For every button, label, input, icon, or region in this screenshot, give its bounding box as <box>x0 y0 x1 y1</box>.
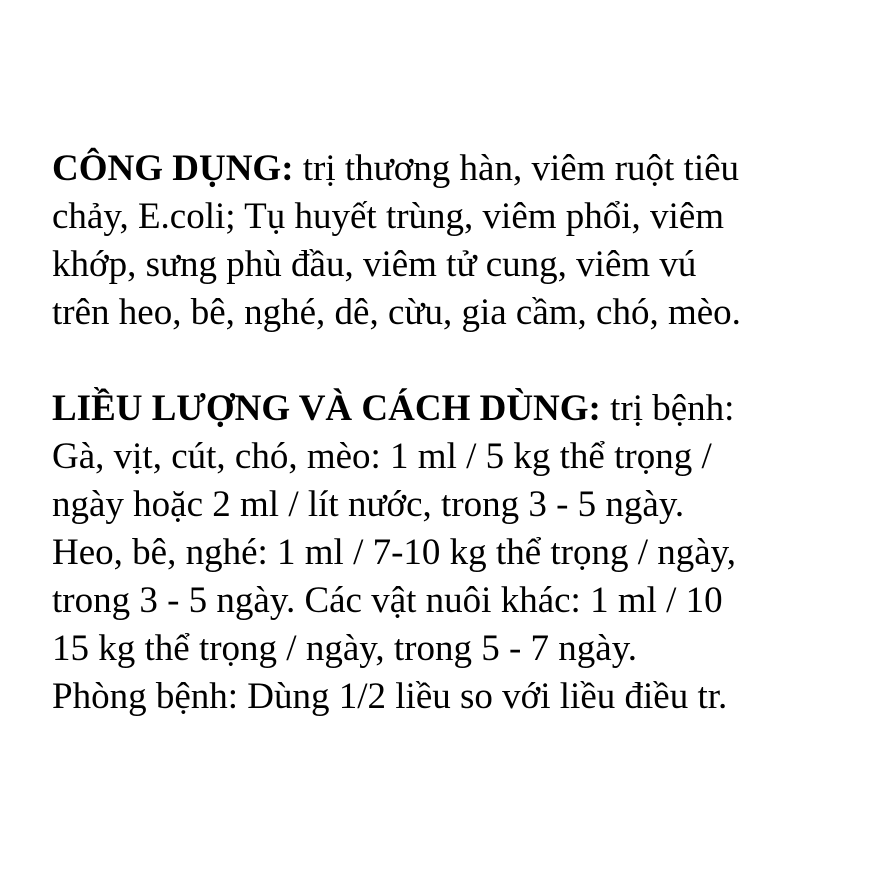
dosage-line-3: ngày hoặc 2 ml / lít nước, trong 3 - 5 ngày. <box>52 484 685 525</box>
dosage-line-7: Phòng bệnh: Dùng 1/2 liều so với liều điều tr. <box>52 676 728 717</box>
dosage-line-2: Gà, vịt, cút, chó, mèo: 1 ml / 5 kg thể trọng / <box>52 436 712 477</box>
usage-line-1 <box>52 145 852 193</box>
dosage-line-4: Heo, bê, nghé: 1 ml / 7-10 kg thể trọng / ngày, <box>52 532 737 573</box>
document-body <box>52 145 852 721</box>
dosage-line-1 <box>52 385 852 433</box>
usage-heading: CÔNG DỤNG: <box>52 148 294 189</box>
dosage-section <box>52 385 852 721</box>
usage-line-2: chảy, E.coli; Tụ huyết trùng, viêm phổi, viêm <box>52 196 725 237</box>
dosage-line-6: 15 kg thể trọng / ngày, trong 5 - 7 ngày. <box>52 628 638 669</box>
usage-line-3: khớp, sưng phù đầu, viêm tử cung, viêm vú <box>52 244 697 285</box>
dosage-heading: LIỀU LƯỢNG VÀ CÁCH DÙNG: <box>52 388 601 429</box>
usage-text: trị thương hàn, viêm ruột tiêu <box>293 148 740 189</box>
usage-line-4: trên heo, bê, nghé, dê, cừu, gia cầm, chó, mèo. <box>52 292 741 333</box>
dosage-text: trị bệnh: <box>600 388 735 429</box>
dosage-line-5: trong 3 - 5 ngày. Các vật nuôi khác: 1 ml / 10 <box>52 580 723 621</box>
paragraph-spacer <box>52 337 852 385</box>
usage-section <box>52 145 852 337</box>
